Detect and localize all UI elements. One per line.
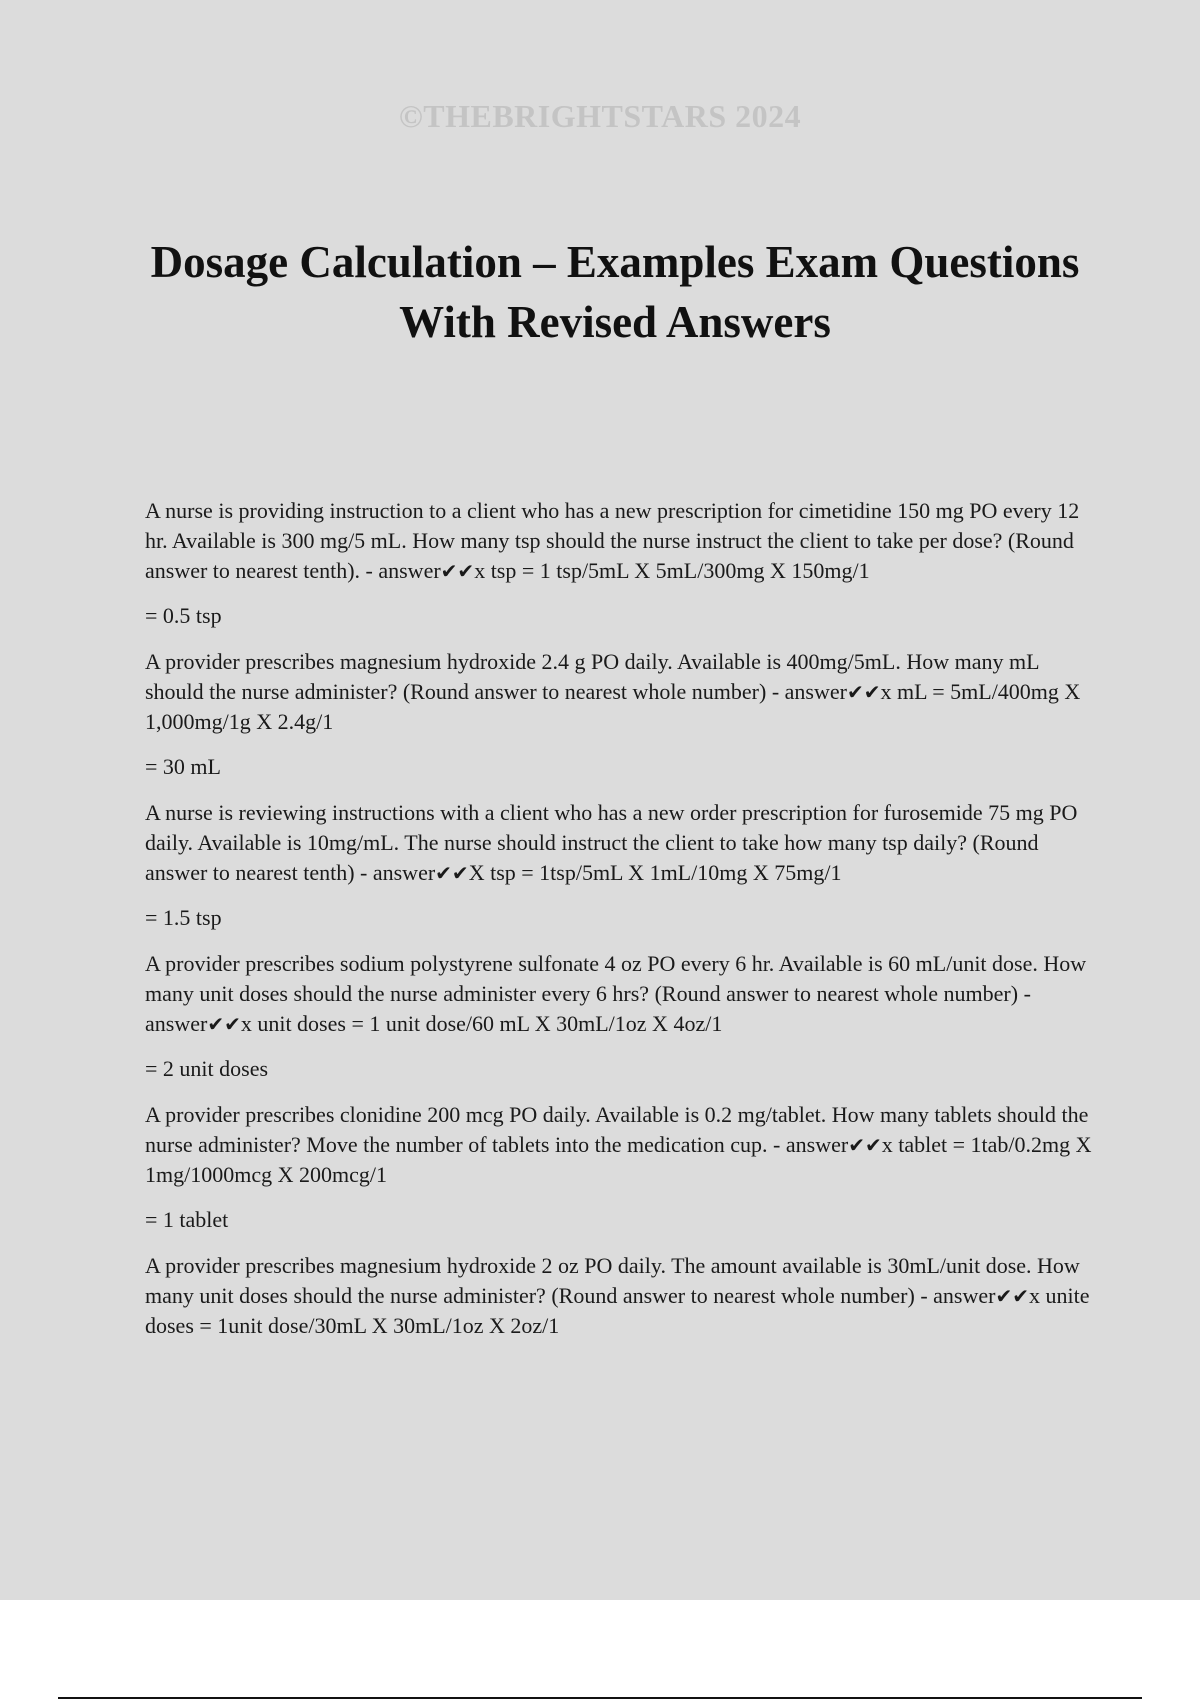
qa-item-3 [145,798,1095,933]
document-title: Dosage Calculation – Examples Exam Questions With Revised Answers [150,237,1080,347]
answer-result: = 1 tablet [145,1207,229,1232]
watermark: ©THEBRIGHTSTARS 2024 [398,98,802,134]
checkmark-icon: ✔✔ [995,1284,1029,1308]
question-text: A provider prescribes magnesium hydroxide 2.4 g PO daily. Available is 400mg/5mL. How many mL should the nurse administer? (Round answer to nearest whole number) - answer✔✔x mL = 5mL/400mg X 1,000mg/1g X 2.4g/1 [145,649,1081,734]
checkmark-icon: ✔✔ [846,680,881,704]
qa-list [145,496,1095,1341]
checkmark-icon: ✔✔ [440,559,475,583]
answer-result: = 1.5 tsp [145,905,222,930]
answer-result: = 0.5 tsp [145,603,222,628]
question-text: A provider prescribes magnesium hydroxide 2 oz PO daily. The amount available is 30mL/unit dose. How many unit doses should the nurse administer? (Round answer to nearest whole number) - answer✔✔x unite doses = 1unit dose/30mL X 30mL/1oz X 2oz/1 [145,1253,1090,1338]
checkmark-icon: ✔✔ [207,1012,241,1036]
qa-item-1 [145,496,1095,631]
question-text: A provider prescribes clonidine 200 mcg PO daily. Available is 0.2 mg/tablet. How many tablets should the nurse administer? Move the number of tablets into the medication cup. - answer✔✔x tablet = 1tab/0.2mg X 1mg/1000mcg X 200mcg/1 [145,1102,1092,1187]
question-text: A nurse is providing instruction to a client who has a new prescription for cimetidine 150 mg PO every 12 hr. Available is 300 mg/5 mL. How many tsp should the nurse instruct the client to take per dose? (Round answer to nearest tenth). - answer✔✔x tsp = 1 tsp/5mL X 5mL/300mg X 150mg/1 [145,498,1080,583]
checkmark-icon: ✔✔ [435,861,469,885]
qa-item-6 [145,1251,1095,1341]
question-text: A nurse is reviewing instructions with a client who has a new order prescription for furosemide 75 mg PO daily. Available is 10mg/mL. The nurse should instruct the client to take how many tsp daily? (Round answer to nearest tenth) - answer✔✔X tsp = 1tsp/5mL X 1mL/10mg X 75mg/1 [145,800,1078,885]
question-text: A provider prescribes sodium polystyrene sulfonate 4 oz PO every 6 hr. Available is 60 mL/unit dose. How many unit doses should the nurse administer every 6 hrs? (Round answer to nearest whole number) - answer✔✔x unit doses = 1 unit dose/60 mL X 30mL/1oz X 4oz/1 [145,951,1087,1036]
answer-result: = 2 unit doses [145,1056,269,1081]
qa-item-5 [145,1100,1095,1235]
checkmark-icon: ✔✔ [848,1133,882,1157]
qa-item-2 [145,647,1095,782]
answer-result: = 30 mL [145,754,221,779]
footer-divider [58,1697,1142,1699]
qa-item-4 [145,949,1095,1084]
